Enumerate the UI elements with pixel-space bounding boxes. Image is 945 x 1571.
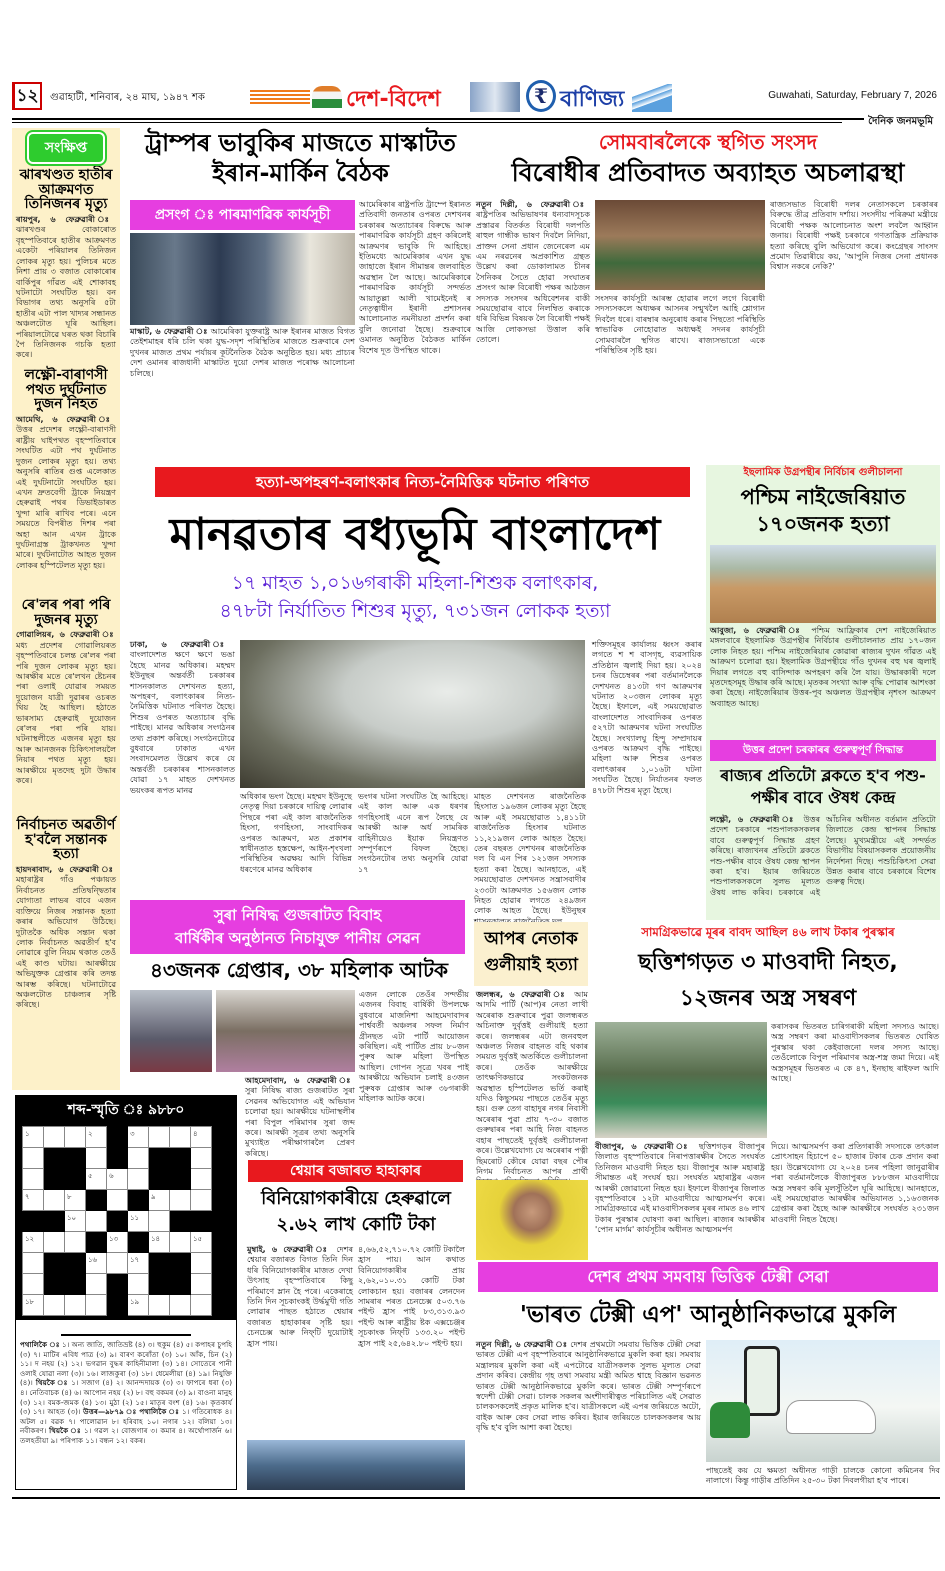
crossword-cell[interactable] <box>191 1148 212 1169</box>
share-headline-2[interactable]: ২.৬২ লাখ কোটি টকা <box>276 1214 436 1235</box>
crossword-block <box>170 1148 191 1169</box>
gujarat-photo-1 <box>130 990 212 1072</box>
body-text: বাংলাদেশত ক্ষণে ক্ষণে ভঙা হৈছে মানৱ অধিকাৰ। মহম্মদ ইউনুছৰ অন্তৰ্বৰ্তী চৰকাৰৰ শাসনকালত দেশখনত হত্যা, অপহৰণ, বলাৎকাৰৰ নিত্য-নৈমিত্তিক ঘটনাত পৰিণত হৈছে। শিশুৰ ওপৰত অত্যাচাৰ বৃদ্ধি পাইছে। মানৱ অধিকাৰ সংগঠনৰ তথ্য প্ৰকাশ কৰিছে। সংগঠনটোৱে বুধবাৰে ঢাকাত এখন সংবাদমেলত উল্লেখ কৰে যে অন্তৰ্বৰ্তী চৰকাৰৰ শাসনকালত যোৱা ১৭ মাহত দেশখনত ভয়ংকৰ ৰূপত মানৱ <box>130 650 235 795</box>
dateline: ঢাকা, ৬ ফেব্ৰুৱাৰী ঃ <box>130 640 235 649</box>
brief-body: ঝাৰখণ্ডৰ বোকাৰোত বৃহস্পতিবাৰে হাতীৰ আক্ৰমণত একেটা পৰিয়ালৰ তিনিজন লোকৰ মৃত্যু হয়। পুলিচৰ মতে নিশা প্ৰায় ৩ বজাত বোকাৰোৰ বাৰ্কিপুৰ গাঁৱত এই শোকাবহ ঘটনাটো সংঘটিত হয়। বন বিভাগৰ তথ্য অনুসৰি ৫টা হাতীৰ এটা পাল খাদ্যৰ সন্ধানত অঞ্চলটোত ঘূৰি আছিল। পৰিয়ালটোৱে ঘৰত থকা বিচাৰি পৈ তিনিজনক গচকি হত্যা কৰে। <box>16 225 116 360</box>
crossword-cell[interactable]: ১৭ <box>128 1253 149 1274</box>
crossword-cell[interactable] <box>170 1190 191 1211</box>
iran-tag: প্ৰসংগ ঃ পাৰমাণৱিক কাৰ্যসূচী <box>130 200 355 230</box>
section-title-desh-bidesh: দেশ-বিদেশ <box>346 87 441 112</box>
brief-item[interactable] <box>16 168 116 368</box>
taxi-banner: দেশৰ প্ৰথম সমবায় ভিত্তিক টেক্সী সেৱা <box>478 1262 938 1292</box>
body-text: ৰাষ্ট্ৰপতিৰ অভিভাষণৰ ধন্যবাদসূচক প্ৰস্তাৱৰ বিতৰ্কত বিৰোধী দলপতি ৰাহুল গান্ধীক ভাষণ দিবলৈ নিদিয়া, প্ৰাক্তন সেনা প্ৰধান জেনেৰেল এম এম নৰৱনেৰ অপ্ৰকাশিত গ্ৰন্থত উল্লেখ কৰা ডোকালামত চীনৰ সৈনিকৰ সৈতে হোৱা সংঘাতৰ প্ৰসংগ আৰু বিৰোধী পক্ষৰ আঠজন সদস্যক সংসদৰ অধিবেশনৰ বাকী সময়ছোৱাৰ বাবে নিলম্বিত কৰাকে ধৰি বিভিন্ন বিষয়ক লৈ বিৰোধী পক্ষই আজি লোকসভা উত্তাল কৰি তোলে। <box>476 210 590 345</box>
brief-headline: ৰে'লৰ পৰা পৰি দুজনৰ মৃত্যু <box>21 597 111 628</box>
maoist-headline-2[interactable]: ১২জনৰ অস্ত্ৰ সম্বৰণ <box>679 986 857 1011</box>
crossword-cell[interactable] <box>170 1295 191 1316</box>
answer-label: উত্তৰ—৯৮৭৯ ঃ <box>83 1407 137 1417</box>
gujarat-body-2 <box>245 1076 355 1158</box>
crossword-divider <box>61 1334 191 1336</box>
rupee-icon: ₹ <box>526 80 556 112</box>
crossword-block <box>86 1190 107 1211</box>
crossword <box>15 1095 237 1490</box>
crossword-cell[interactable] <box>65 1232 86 1253</box>
crossword-cell[interactable]: ৬ <box>107 1169 128 1190</box>
crossword-cell[interactable]: ১ <box>23 1127 44 1148</box>
dateline: নতুন দিল্লী, ৬ ফেব্ৰুৱাৰী ঃ <box>476 200 590 209</box>
crossword-cell[interactable] <box>44 1295 65 1316</box>
crossword-block <box>107 1274 128 1295</box>
answer-across-label: পথালিকৈ ঃ <box>139 1407 180 1417</box>
crossword-cell[interactable] <box>191 1295 212 1316</box>
crossword-cell[interactable]: ৮ <box>65 1190 86 1211</box>
iran-body-1 <box>130 327 355 462</box>
nigeria-headline[interactable]: পশ্চিম নাইজেৰিয়াত ১৭০জনক হত্যা <box>740 485 906 536</box>
crossword-block <box>149 1274 170 1295</box>
crossword-block <box>107 1295 128 1316</box>
crossword-cell[interactable] <box>170 1232 191 1253</box>
gujarat-banner-line-2: বাৰ্ষিকীৰ অনুষ্ঠানত নিচাযুক্ত পানীয় সেৱন <box>175 929 420 947</box>
dateline: আমেথি, ৬ ফেব্ৰুৱাৰী ঃ <box>16 415 116 425</box>
crossword-cell[interactable] <box>128 1169 149 1190</box>
brief-body: মধ্য প্ৰদেশৰ গোৱালিয়ৰত বৃহস্পতিবাৰে চলন্ত ৰে'লৰ পৰা পৰি দুজন লোকৰ মৃত্যু হয়। আৰক্ষীৰ মতে ৰে'লখন ষ্টেচনৰ পৰা ওলাই যোৱাৰ সময়ত দুয়োজন যাত্ৰী দুৱাৰৰ ওচৰত থিয় হৈ আছিল। হঠাতে ভাৰসাম্য হেৰুৱাই দুয়োজন ৰে'লৰ পৰা পৰি যায়। ঘটনাস্থলীতে এজনৰ মৃত্যু হয় আৰু আনজনক চিকিৎসালয়লৈ নিয়াৰ পথত মৃত্যু হয়। আৰক্ষীয়ে মৃতদেহ দুটা উদ্ধাৰ কৰে। <box>16 640 116 786</box>
crossword-cell[interactable] <box>149 1211 170 1232</box>
gujarat-photo-2 <box>216 990 355 1072</box>
crossword-cell[interactable]: ১৬ <box>86 1253 107 1274</box>
gujarat-banner <box>130 900 465 954</box>
bangladesh-subhead-2: ৪৭৮টা নিৰ্যাতিত শিশুৰ মৃত্যু, ৭৩১জন লোকক হত্যা <box>219 600 611 622</box>
crossword-cell[interactable] <box>86 1211 107 1232</box>
bharat-taxi-app-photo <box>706 1340 940 1462</box>
crossword-block <box>86 1232 107 1253</box>
crossword-cell[interactable] <box>107 1253 128 1274</box>
crossword-block <box>128 1190 149 1211</box>
crossword-cell[interactable]: ১৪ <box>149 1232 170 1253</box>
body-text: পশ্চিম আফ্ৰিকাৰ দেশ নাইজেৰিয়াত মঙ্গলবাৰে ইছলামিক উগ্ৰপন্থীৰ নিৰ্বিচাৰ গুলীচালনাত প্ৰায় ১৭০জন লোক নিহত হয়। পশ্চিম নাইজেৰিয়াৰ কোৱাৰা ৰাজ্যৰ দুখন গাঁৱত এই আক্ৰমণ চলোৱা হয়। ইছলামিক উগ্ৰপন্থীয়ে গাঁও দুখনৰ বহু ঘৰ জ্বলাই দিয়াৰ লগতে বহু বাসিন্দাক অপহৰণ কৰি লৈ যায়। উদ্ধাৰকাৰী দলে মৃতদেহসমূহ উদ্ধাৰ কৰি আছে। মৃতকৰ সংখ্যা আৰু বৃদ্ধি পোৱাৰ আশংকা কৰা হৈছে। নাইজেৰিয়াৰ উত্তৰ-পূব অঞ্চলত উগ্ৰপন্থীৰ নৃশংস আক্ৰমণ অব্যাহত আছে। <box>710 626 936 708</box>
crossword-cell[interactable]: ২ <box>86 1127 107 1148</box>
bangladesh-subhead-1: ১৭ মাহত ১,০১৬গৰাকী মহিলা-শিশুক বলাৎকাৰ, <box>231 572 599 594</box>
bangladesh-body-1 <box>130 640 235 895</box>
parliament-icon <box>312 86 342 108</box>
dateline: আবুজা, ৬ ফেব্ৰুৱাৰী ঃ <box>710 626 805 635</box>
crossword-cell[interactable] <box>86 1295 107 1316</box>
header-rule <box>12 118 937 120</box>
body-text: আমেৰিকা যুক্তৰাষ্ট্ৰ আৰু ইৰানৰ মাজত বিগত তেইশমাহৰ ধৰি চলি থকা যুদ্ধ-সদৃশ পৰিস্থিতিৰ মাজতে শুক্ৰবাৰে দেশ দুখনৰ মাজত প্ৰথম পৰ্যায়ৰ কূটনৈতিক বৈঠক অনুষ্ঠিত হয়। মধ্য প্ৰাচ্যৰ দেশ ওমানৰ ৰাজধানী মাস্কাটত দুয়ো দেশৰ মাজত পৰোক্ষ আলোচনা চলিছে। <box>130 327 355 378</box>
crossword-cell[interactable]: ১৩ <box>107 1232 128 1253</box>
crossword-block <box>170 1169 191 1190</box>
assamese-date: গুৱাহাটী, শনিবাৰ, ২৪ মাঘ, ১৯৪৭ শক <box>50 92 205 103</box>
crossword-cell[interactable] <box>107 1190 128 1211</box>
english-date: Guwahati, Saturday, February 7, 2026 <box>768 90 937 101</box>
crossword-cell[interactable] <box>191 1169 212 1190</box>
paper-name: দৈনিক জনমভূমি <box>864 114 937 131</box>
header-rule-thin <box>12 122 842 123</box>
answer-down: ১। গৱল ২। বোজগাৰ ৩। কমাৰ ৪। অৰ্থোপাৰ্জন ৬। তলহতীয়া ৯। পৰিপাক ১১। বন্ধন ১২। বকৰ। <box>20 1426 232 1445</box>
brief-item[interactable] <box>16 368 116 598</box>
crossword-cell[interactable] <box>86 1148 107 1169</box>
dateline: গোৱালিয়ৰ, ৬ ফেব্ৰুৱাৰী ঃ <box>16 630 116 640</box>
crossword-block <box>149 1169 170 1190</box>
dateline: লক্ষ্ণৌ, ৬ ফেব্ৰুৱাৰী ঃ <box>710 815 798 824</box>
phone-app-graphic <box>744 1346 780 1416</box>
crossword-block <box>128 1232 149 1253</box>
down-label: থিয়কৈ ঃ <box>35 1378 69 1388</box>
crossword-block <box>107 1148 128 1169</box>
crossword-cell[interactable]: ৪ <box>191 1127 212 1148</box>
crossword-cell[interactable]: ১৯ <box>128 1295 149 1316</box>
crossword-cell[interactable] <box>23 1148 44 1169</box>
dateline: আহমেদাবাদ, ৬ ফেব্ৰুৱাৰী ঃ <box>245 1076 355 1085</box>
crossword-cell[interactable]: ৭ <box>23 1190 44 1211</box>
section-logo <box>250 80 700 114</box>
brief-item[interactable] <box>16 818 116 1088</box>
crossword-block <box>44 1169 65 1190</box>
crossword-block <box>44 1253 65 1274</box>
dateline: জলন্ধৰ, ৬ ফেব্ৰুৱাৰী ঃ <box>476 990 569 999</box>
maoist-body-2 <box>595 1142 765 1257</box>
crossword-cell[interactable] <box>65 1295 86 1316</box>
taxi-car-graphic <box>786 1400 876 1434</box>
dateline: হায়দৰাবাদ, ৬ ফেব্ৰুৱাৰী ঃ <box>16 865 116 875</box>
parliament-headline[interactable]: বিৰোধীৰ প্ৰতিবাদত অব্যাহত অচলাৱস্থা <box>511 158 905 187</box>
share-body-1 <box>247 1245 353 1435</box>
crossword-cell[interactable]: ৫ <box>86 1169 107 1190</box>
nigeria-body <box>710 626 936 734</box>
crossword-title: শব্দ-স্মৃতি ঃ ৯৮৮০ <box>16 1096 236 1124</box>
crossword-cell[interactable]: ১৫ <box>191 1232 212 1253</box>
brief-headline: ঝাৰখণ্ডত হাতীৰ আক্ৰমণত তিনিজনৰ মৃত্যু <box>19 167 113 213</box>
crossword-cell[interactable]: ১৮ <box>23 1295 44 1316</box>
crossword-block <box>170 1274 191 1295</box>
aap-headline[interactable]: আপৰ নেতাক গুলীয়াই হত্যা <box>484 929 578 975</box>
crossword-cell[interactable]: ৯ <box>149 1190 170 1211</box>
page-header <box>12 80 937 116</box>
iran-delegation-photo <box>130 233 355 325</box>
crossword-block <box>65 1253 86 1274</box>
parliament-photo <box>595 200 765 290</box>
crossword-block <box>44 1211 65 1232</box>
briefs-column <box>12 128 120 1090</box>
answer-across: ১। গতিৰোধক ৪। অটল ৫। বৱক ৭। পালোৱান ৮। হৰিবাহ ১০। নগাৰ ১২। বলিয়া ১৩। নবীকৰণ। <box>20 1407 232 1436</box>
body-text: দেশৰ শ্বেয়াৰ বজাৰত বিগত তিনি দিন ধৰি বিনিয়োগকাৰীৰ মাজত দেখা উৎসাহ বৃহস্পতিবাৰে কিছু পৰিমাণে ম্লান হৈ পৰে। একেৰাহে তিনি দিন সূচকাংকই উৰ্দ্ধমুখী গতি লোৱাৰ পাছত হঠাতে শ্বেয়াৰ বজাৰত হাহাকাৰৰ সৃষ্টি হয়। চেনচেক্স আৰু নিফ্‌টি দুয়োটাই হ্ৰাস পায়। <box>247 1245 353 1348</box>
share-banner: শ্বেয়াৰ বজাৰত হাহাকাৰ <box>248 1160 463 1182</box>
crossword-block <box>170 1253 191 1274</box>
parliament-body-3: ৰাজ্যসভাত বিৰোধী দলৰ নেতাসকলে চৰকাৰৰ বিৰুদ্ধে তীব্ৰ প্ৰতিবাদ দৰ্শায়। সংসদীয় পৰিক্ৰমা মন্ত্ৰীয়ে বিৰোধী পক্ষক আলোচনাত অংশ লবলৈ আহ্বান জনায়। বিৰোধী পক্ষই চৰকাৰে গণতান্ত্ৰিক প্ৰক্ৰিয়াক হত্যা কৰিছে বুলি অভিযোগ কৰে। কংগ্ৰেছৰ সাংসদ প্ৰমোদ তিৱাৰীয়ে কয়, 'আপুনি নিজৰ সেনা প্ৰধানক বিশ্বাস নকৰে নেকি?' <box>770 200 938 272</box>
crossword-block <box>23 1211 44 1232</box>
crossword-block <box>107 1127 128 1148</box>
bangladesh-body-2: অধিকাৰ ভংগ হৈছে। মহম্মদ ইউনুছে নেতৃত্ব দিয়া চৰকাৰে দায়িত্ব লোৱাৰ পিছৰে পৰা এই কাল ৰাজনৈতিক হিংসা, গণহিংসা, সাংবাদিকৰ ওপৰত আক্ৰমণ, মত প্ৰকাশৰ স্বাধীনতাত হস্তক্ষেপ, আইন-শৃংখলা পৰিস্থিতিৰ অৱক্ষয় আদি বিভিন্ন ধৰণেৰে মানৱ অধিকাৰ <box>240 792 352 874</box>
up-kicker: উত্তৰ প্ৰদেশ চৰকাৰৰ গুৰুত্বপূৰ্ণ সিদ্ধান্ত <box>710 740 936 761</box>
crossword-cell[interactable] <box>191 1190 212 1211</box>
taxi-caption: পাছতেই কয় যে ক্ষমতা অধীনত গাড়ী চালকে কোনো কমিচনৰ দিব নালাগে। কিন্তু গাড়ীৰ প্ৰতিদিন ২৫-৩০ টকা দিবলগীয়া হ'ব পাৰে। <box>706 1466 940 1486</box>
crossword-block <box>44 1274 65 1295</box>
wave-decoration <box>632 84 672 112</box>
auto-rickshaw-graphic <box>710 1402 750 1438</box>
brief-body: মহাৰাষ্ট্ৰৰ গাঁও পঞ্চায়ত নিৰ্বাচনত প্ৰতিদ্বন্দ্বিতাৰ যোগ্যতা লাভৰ বাবে এজন ব্যক্তিয়ে নিজৰ সন্তানক হত্যা কৰাৰ অভিযোগ উঠিছে। দুটাতকৈ অধিক সন্তান থকা লোক নিৰ্বাচনত অৱতীৰ্ণ হ'ব নোৱাৰে বুলি নিয়ম থকাত তেওঁ এই কাণ্ড ঘটায়। আৰক্ষীয়ে অভিযুক্তক গ্ৰেপ্তাৰ কৰি তদন্ত আৰম্ভ কৰিছে। ঘটনাটোৱে অঞ্চলটোত চাঞ্চল্যৰ সৃষ্টি কৰিছে। <box>16 875 116 1010</box>
crossword-cell[interactable] <box>128 1148 149 1169</box>
dateline: মাস্কাট, ৬ ফেব্ৰুৱাৰী ঃ <box>130 327 208 336</box>
brief-headline: নিৰ্বাচনত অৱতীৰ্ণ হ'বলৈ সন্তানক হত্যা <box>16 817 116 863</box>
crossword-block <box>170 1211 191 1232</box>
body-text: আম আদমি পাৰ্টি (আপ)ৰ নেতা লাখী অৰেৰাক শুক্ৰবাৰে পুৱা জলন্ধৰত অচিনাক্ত দুৰ্বৃত্তই গুলীয়াই হত্যা কৰে। জলন্ধৰৰ এটা জনবহুল অঞ্চলত নিজৰ বাহনত বহি থকাৰ সময়ত দুৰ্বৃত্তই অতৰ্কিতে গুলীচালনা কৰে। তেওঁক আৰক্ষীয়ে তাৎক্ষণিকভাৱে সংকটজনক অৱস্থাত হস্পিটেলত ভৰ্তি কৰাই যদিও কিছুসময় পাছতে তেওঁৰ মৃত্যু হয়। গুৰু তেগ বাহাদুৰ নগৰ নিবাসী অৰেৰাৰ পুৱা প্ৰায় ৭-৩০ বজাত গুৰুদ্বাৰৰ পৰা আহি নিজ বাহনত বহাৰ পাছতেই দুৰ্বৃত্তই গুলীচালনা কৰে। উল্লেখযোগ্য যে অৰেৰাৰ পত্নী ছিমৰোট কৌৰে যোৱা বছৰ পৌৰ নিগম নিৰ্বাচনত আপৰ প্ৰাৰ্থী <box>476 990 588 1176</box>
bangladesh-body-4: মাহত দেশখনত ৰাজনৈতিক হিংসাত ১৯৬জন লোকৰ মৃত্যু হৈছে আৰু এই সময়ছোৱাত ১,৪১১টা ৰাজনৈতিক হিংসাৰ ঘটনাত ১১,২১৯জন লোক আহত হৈছে। তেৰ বছৰত দেশখনৰ ৰাজনৈতিক দল বি এন পিৰ ১২১জন সদস্যক হত্যা কৰা হৈছে। আনহাতে, এই সময়ছোৱাত দেশখনত সন্ত্ৰাসবাদীৰ ২৩৩টা আক্ৰমণত ১৫৬জন লোক নিহত হোৱাৰ লগতে ২৪৯জন লোক আহত হৈছে। ইউনুছৰ <box>474 792 586 916</box>
parliament-kicker: সোমবাৰলৈকে স্থগিত সংসদ <box>598 130 818 154</box>
iran-headline[interactable]: ট্ৰাম্পৰ ভাবুকিৰ মাজতে মাস্কাটত ইৰান-মাৰ্কিন বৈঠক <box>145 129 456 187</box>
crossword-cell[interactable] <box>191 1253 212 1274</box>
dateline: মুম্বাই, ৬ ফেব্ৰুৱাৰী ঃ <box>247 1245 331 1254</box>
maoist-kicker: সামগ্ৰিকভাৱে মূৰৰ বাবদ আছিল ৪৬ লাখ টকাৰ পুৰস্কাৰ <box>641 925 895 939</box>
body-text: উত্তৰ প্ৰদেশ চৰকাৰে পশুপালকসকলৰ বাবে গুৰুত্বপূৰ্ণ সিদ্ধান্ত গ্ৰহণ কৰিছে। ৰাজ্যখনৰ প্ৰতিটো ব্লকতে পশু-পক্ষীৰ বাবে ঔষধ কেন্দ্ৰ স্থাপন কৰা হ'ব। ইয়াৰ জৰিয়তে পশুপালকসকলে সুলভ মূল্যত ঔষধ লাভ কৰিব। চৰকাৰে এই আঁচনিৰ অধীনত বৰ্তমান প্ৰতিটো জিলাতে কেন্দ্ৰ স্থাপনৰ সিদ্ধান্ত লৈছে। মুখ্যমন্ত্ৰীয়ে এই সন্দৰ্ভত বিভাগীয় বিষয়াসকলক প্ৰয়োজনীয় নিৰ্দেশনা দিছে। পশুচিকিৎসা সেৱা উন্নত কৰাৰ বাবে চৰকাৰে বিশেষ গুৰুত্ব দিছে। <box>710 815 936 897</box>
crossword-clues <box>20 1340 232 1488</box>
maoist-body-3: দিয়ে। আত্মসমৰ্পণ কৰা প্ৰতিগৰাকী সদস্যকে তৎকাল প্ৰোৎসাহন হিচাপে ৫০ হাজাৰ টকাৰ চেক প্ৰদান কৰা হয়। উল্লেখযোগ্য যে ২০২৪ চনৰ পহিলা জানুৱাৰীৰ পৰা বৰ্তমানলৈকে বীজাপুৰত ৮৮৮জন মাওবাদীয়ে অস্ত্ৰ সম্বৰণ কৰি মূলসুঁতিলৈ ঘূৰি আহিছে। আনহাতে, এই সময়ছোৱাত আৰক্ষীৰ অভিযানত ১,১৬৩জনক গ্ৰেপ্তাৰ কৰা হৈছে আৰু আৰক্ষীৰে সংঘৰ্ষত ২৩১জন মাওবাদী নিহত হৈছে। <box>771 1142 939 1224</box>
iran-body-2: আমেৰিকাৰ ৰাষ্ট্ৰপতি ট্ৰাম্পে ইৰানত প্ৰতিবাদী জনতাৰ ওপৰত দেশখনৰ চৰকাৰৰ অত্যাচাৰৰ বিৰুদ্ধে আৰু পাৰমাণৱিক কাৰ্যসূচী গ্ৰহণ কৰিলেই আক্ৰমণৰ ভাবুকি দি আহিছে। ইতিমধ্যে আমেৰিকাৰ এখন যুদ্ধ জাহাজে ইৰান সীমান্তৰ জলবাহিত অৱস্থান লৈ আছে। আমেৰিকাৰে পাৰমাণৱিক কাৰ্যসূচী সন্দৰ্ভত আয়াতুল্লা আলী খামেইনেই ৰ নেতৃত্বাধীন ইৰানী প্ৰশাসনৰ আলোচনাত নমনীয়তা প্ৰদৰ্শন কৰা বুলি জনোৱা হৈছে। শুক্ৰবাৰে ওমানত অনুষ্ঠিত বৈঠকত মাৰ্কিন বিশেষ দূত উপস্থিত থাকে। <box>359 200 471 355</box>
crossword-cell[interactable]: ১০ <box>65 1211 86 1232</box>
answer-down-label: থিয়কৈ ঃ <box>49 1426 82 1436</box>
gujarat-banner-line-1: সুৰা নিষিদ্ধ গুজৰাটত বিবাহ <box>213 906 382 924</box>
crossword-cell[interactable] <box>128 1274 149 1295</box>
share-body-2: ৪,৬৬,৫২,৭১০.৭২ কোটি টকালৈ হ্ৰাস পায়। আন কথাত বিনিয়োগকাৰীৰ প্ৰায় ২,৬২,০১০.৩১ কোটি টকা লোকচান হয়। বজাৰৰ লেনদেন সামৰাৰ পৰত চেনচেক্স ৫০৩.৭৬ পইণ্ট হ্ৰাস পাই ৮৩,৩১৩.৯৩ পইণ্ট আৰু ৰাষ্ট্ৰীয় ষ্টক এক্সচেঞ্জৰ সূচকাংক নিফ্‌টি ১৩৩.২০ পইণ্ট হ্ৰাস পাই ২৫,৬৪২.৮০ পইণ্ট হয়। <box>358 1245 465 1348</box>
down-clues: ১। সজাগ (৪) ২। আনন্দদায়ক (৩) ৩। ফাপৰে ধৰা (৩) ৪। নেতিবাচক (৪) ৬। আপোন নহয় (২) ৮। বহু বকমৰ (৩) ৯। বাওনা মানুহ (৩) ১২। বমক-জমক (৪) ১৩। মুঠা (২) ১৫। মাতৃৰ বংশ (৪) ১৬। কৃতকাৰ্য (৩) ১৭। আহত (৩)। <box>20 1378 233 1417</box>
across-clues: ১। অন্য জাতি, জাতিভ্ৰষ্ট (৪) ৩। হুকুম (৪) ৫। কপাহৰ চুপহি (৩) ৭। মাটিৰ এবিধ পাত্ৰ (৩) ৯। বাৰণ কৰোঁতা (৩) ১০। আঁক, চিন (২) ১১। দ নহয় (২) ১২। ভগৱান বুদ্ধৰ কাহিনীমালা (৩) ১৪। সোতেৰে পানী ওলাই যোৱা নলা (৩)। ১৬। লাজকুৰা (৩) ১৮। ধেমেলীয়া (৪) ১৯। নিযুক্তি (৪)। <box>20 1340 232 1388</box>
maoist-headline-1[interactable]: ছত্তিশগড়ত ৩ মাওবাদী নিহত, <box>638 950 898 975</box>
crossword-cell[interactable] <box>86 1274 107 1295</box>
body-text: ছত্তিশগড়ৰ বীজাপুৰ জিলাত বৃহস্পতিবাৰে নিৰাপত্তাৰক্ষীৰ সৈতে সংঘৰ্ষত তিনিজন মাওবাদী নিহত হয়। বীজাপুৰ আৰু মহাৰাষ্ট্ৰ সীমান্তত এই সংঘৰ্ষ হয়। সংঘৰ্ষত মহাৰাষ্ট্ৰৰ এজন আৰক্ষী জোৱানো নিহত হয়। ইফালে বীজাপুৰ জিলাত বৃহস্পতিবাৰে ১২টা মাওবাদীয়ে আত্মসমৰ্পণ কৰে। সামগ্ৰিকভাৱে এই মাওবাদীসকলৰ মূৰৰ নামত ৪৬ লাখ টকাৰ পুৰস্কাৰ ঘোষণা কৰা আছিল। ৰাজ্যৰ আৰক্ষীৰ 'পোন মাৰ্গম' কাৰ্যসূচীৰ অধীনত আত্মসমৰ্পণ <box>595 1142 766 1235</box>
crossword-cell[interactable]: ১১ <box>128 1211 149 1232</box>
crossword-block <box>65 1148 86 1169</box>
crossword-block <box>149 1148 170 1169</box>
crossword-cell[interactable] <box>170 1127 191 1148</box>
parliament-body-1 <box>476 200 590 462</box>
crossword-cell[interactable] <box>44 1127 65 1148</box>
dateline: ৰায়পুৰ, ৬ ফেব্ৰুৱাৰী ঃ <box>16 215 116 225</box>
briefs-label: সংক্ষিপ্ত <box>27 132 105 164</box>
gujarat-body-1: এজন লোকে তেওঁৰ সন্দৰ্ভীয় এজনৰ বিবাহ বাৰ্ষিকী উপলক্ষে বুধবাৰে মাজনিশা আহমেদাবাদৰ পাৰ্শ্ববৰ্তী অঞ্চলৰ সফল নিৰ্মাণ গ্ৰীনছত এটা পাৰ্টি আয়োজন কৰিছিল। এই পাৰ্টিত প্ৰায় ৮০জন পুৰুষ আৰু মহিলা উপস্থিত আছিল। গোপন সূত্ৰে খবৰ পাই আৰক্ষীয়ে অভিযান চলাই ৪৩জন পুৰুষক গ্ৰেপ্তাৰ আৰু ৩৮গৰাকী মহিলাক আটক কৰে। <box>359 990 469 1104</box>
aap-body <box>476 990 588 1175</box>
bangladesh-protest-photo <box>240 640 585 788</box>
crossword-cell[interactable]: ৩ <box>128 1127 149 1148</box>
section-title-banijya: বাণিজ্য <box>560 87 625 112</box>
maoist-surrender-photo <box>595 1022 767 1138</box>
share-headline-1[interactable]: বিনিয়োগকাৰীয়ে হেৰুৱালে <box>261 1188 451 1209</box>
crossword-grid[interactable] <box>22 1126 212 1316</box>
brief-body: উত্তৰ প্ৰদেশৰ লক্ষ্ণৌ-বাৰাণসী ৰাষ্ট্ৰীয় ঘাইপথত বৃহস্পতিবাৰে সংঘটিত এটা পথ দুৰ্ঘটনাত দুজন লোকৰ মৃত্যু হয়। তথ্য অনুসৰি ৰাতিৰ গুপ্ত এলেকাত এই দুৰ্ঘটনাটো সংঘটিত হয়। এখন দ্ৰুতবেগী ট্ৰাকে নিয়ন্ত্ৰণ হেৰুৱাই পথৰ ডিভাইডাৰত খুন্দা মাৰি ৰাখিব পৰে। এনে সময়তে বিপৰীত দিশৰ পৰা অহা আন এখন ট্ৰাকে দুৰ্ঘটনাগ্ৰস্ত ট্ৰাকখনত খুন্দা মাৰে। দুৰ্ঘটনাটোত আহত দুজন লোকৰ হস্পিটেলত মৃত্যু হয়। <box>16 425 116 570</box>
taxi-body <box>476 1340 701 1490</box>
globe-building-icon <box>470 82 520 112</box>
bangladesh-body-5: শক্তিসমূহৰ কাৰ্যালয় ধ্বংস কৰাৰ লগতে শ শ বাসগৃহ, ব্যৱসায়িক প্ৰতিষ্ঠান জ্বলাই দিয়া হয়। ২০২৪ চনৰ ডিচেম্বৰৰ পৰা বৰ্তমানলৈকে দেশখনত ৪১৩টা গণ আক্ৰমণৰ ঘটনাত ২০৩জন লোকৰ মৃত্যু হৈছে। ইফালে, এই সময়ছোৱাত বাংলাদেশত সাংবাদিকৰ ওপৰত ৫২৭টা আক্ৰমণৰ ঘটনা সংঘটিত হৈছে। সংখ্যালঘু হিন্দু সম্প্ৰদায়ৰ ওপৰত আক্ৰমণ বৃদ্ধি পাইছে। মহিলা আৰু শিশুৰ ওপৰত বলাৎকাৰৰ ১,০১৬টা ঘটনা সংঘটিত হৈছে। নিৰ্যাতনৰ ফলত ৪৭৮টা শিশুৰ মৃত্যু হৈছে। <box>592 640 702 795</box>
crossword-block <box>65 1169 86 1190</box>
nigeria-photo <box>710 545 936 623</box>
crossword-cell[interactable] <box>23 1274 44 1295</box>
bangladesh-headline[interactable]: মানৱতাৰ বধ্যভূমি বাংলাদেশ <box>169 509 661 560</box>
gujarat-headline[interactable]: ৪৩জনক গ্ৰেপ্তাৰ, ৩৮ মহিলাক আটক <box>149 958 449 982</box>
crossword-cell[interactable] <box>23 1169 44 1190</box>
speed-lines-decoration <box>250 90 310 104</box>
crossword-cell[interactable] <box>149 1127 170 1148</box>
crossword-cell[interactable] <box>191 1274 212 1295</box>
up-headline[interactable]: ৰাজ্যৰ প্ৰতিটো ব্লকতে হ'ব পশু-পক্ষীৰ বাবে ঔষধ কেন্দ্ৰ <box>720 766 926 807</box>
dateline: নতুন দিল্লী, ৬ ফেব্ৰুৱাৰী ঃ <box>476 1340 568 1349</box>
bangladesh-banner: হত্যা-অপহৰণ-বলাৎকাৰ নিত্য-নৈমিত্তিক ঘটনাত পৰিণত <box>155 467 690 497</box>
taxi-headline[interactable]: 'ভাৰত টেক্সী এপ' আনুষ্ঠানিকভাৱে মুকলি <box>519 1302 897 1328</box>
crossword-block <box>107 1211 128 1232</box>
footer-rule <box>12 1497 940 1499</box>
crossword-block <box>191 1211 212 1232</box>
parliament-body-2: সংসদৰ কাৰ্যসূচী আৰম্ভ হোৱাৰ লগে লগে বিৰোধী সদস্যসকলে অধ্যক্ষৰ আসনৰ সন্মুখলৈ আহি শ্লোগান দিবলৈ ধৰে। বাৰম্বাৰ অনুৰোধ কৰাৰ পিছতো পৰিস্থিতি স্বাভাৱিক নোহোৱাত অধ্যক্ষই সদনৰ কাৰ্যসূচী সোমবাৰলৈ স্থগিত ৰাখে। ৰাজ্যসভাতো একে পৰিস্থিতিৰ সৃষ্টি হয়। <box>595 294 765 356</box>
stock-exchange-photo <box>247 1440 465 1490</box>
across-label: পথালিকৈ ঃ <box>20 1340 60 1349</box>
crossword-cell[interactable] <box>149 1295 170 1316</box>
crossword-cell[interactable] <box>65 1127 86 1148</box>
nigeria-kicker: ইছলামিক উগ্ৰপন্থীৰ নিৰ্বিচাৰ গুলীচালনা <box>743 467 903 478</box>
page-number: ১২ <box>12 82 42 110</box>
aap-leader-photo <box>476 1180 588 1260</box>
body-text: দেশৰ প্ৰথমটো সমবায় ভিত্তিক টেক্সী সেৱা ভাৰত টেক্সী এপ বৃহস্পতিবাৰে আনুষ্ঠানিকভাৱে মুকলি কৰা হয়। সমবায় মন্ত্ৰালয়ৰ মুকলি কৰা এই এপটোৱে যাত্ৰীসকলক সুলভ মূল্যত সেৱা প্ৰদান কৰিব। কেন্দ্ৰীয় গৃহ তথা সমবায় মন্ত্ৰী অমিত শ্বাহে বিজ্ঞান ভৱনত ভাৰত টেক্সী আনুষ্ঠানিকভাৱে মুকলি কৰে। ভাৰত টেক্সী সম্পূৰ্ণৰূপে স্বদেশী টেক্সী সেৱা। চালক সকলৰ অংশীদাৰীত্বত পৰিচালিত এই সেৱাত চালকসকলেই প্ৰকৃত মালিক হ'ব। যাত্ৰীসকলে এই এপৰ জৰিয়তে অটো, বাইক আৰু কেব সেৱা লাভ কৰিব। ইয়াৰ জৰিয়তে চালকসকলৰ আয় বৃদ্ধি হ'ব বুলি আশা কৰা হৈছে। <box>476 1340 702 1433</box>
body-text: সুৰা নিষিদ্ধ ৰাজ্য গুজৰাটত সুৰা সেৱনৰ অভিযোগত এই অভিযান চলোৱা হয়। আৰক্ষীয়ে ঘটনাস্থলীৰ পৰা বিপুল পৰিমাণৰ সুৰা জব্দ কৰে। আৰক্ষী সূত্ৰৰ তথ্য অনুসৰি মুখ্যাইত পৰীক্ষাগাৰলৈ প্ৰেৰণ কৰিছে। <box>245 1086 355 1158</box>
brief-headline: লক্ষ্ণৌ-বাৰাণসী পথত দুৰ্ঘটনাত দুজন নিহত <box>24 367 108 413</box>
up-body <box>710 815 936 918</box>
maoist-body-1: কৰাসকৰ ভিতৰত চাৰিগৰাকী মহিলা সদস্যও আছে। অস্ত্ৰ সম্বৰণ কৰা মাওবাদীসকলৰ ভিতৰত ঘোষিত পুৰস্কাৰ থকা কেইবাজনো দলৰ সদস্য আছে। তেওঁলোকে বিপুল পৰিমাণৰ অস্ত্ৰ-শস্ত্ৰ জমা দিয়ে। এই অস্ত্ৰসমূহৰ ভিতৰত এ কে ৪৭, ইনছাছ ৰাইফল আদি আছে। <box>771 1022 939 1084</box>
crossword-cell[interactable] <box>23 1253 44 1274</box>
crossword-block <box>65 1274 86 1295</box>
bangladesh-body-3: ভংগৰ ঘটনা সংঘটিত হৈ আহিছে। এই কাল আৰু এক ধৰণৰ গণহিংসাই এনে ৰূপ লৈছে যে আৰক্ষী আৰু অৰ্ধ সামৰিক বাহিনীয়েও ইয়াক নিয়ন্ত্ৰণত সম্পূৰ্ণৰূপে বিফল হৈছে। সংগঠনটোৰ তথ্য অনুসৰি যোৱা ১৭ <box>358 792 468 874</box>
crossword-block <box>149 1253 170 1274</box>
crossword-cell[interactable] <box>44 1232 65 1253</box>
dateline: বীজাপুৰ, ৬ ফেব্ৰুৱাৰী ঃ <box>595 1142 692 1151</box>
crossword-cell[interactable] <box>44 1190 65 1211</box>
crossword-block <box>44 1148 65 1169</box>
crossword-cell[interactable]: ১২ <box>23 1232 44 1253</box>
brief-item[interactable] <box>16 598 116 818</box>
